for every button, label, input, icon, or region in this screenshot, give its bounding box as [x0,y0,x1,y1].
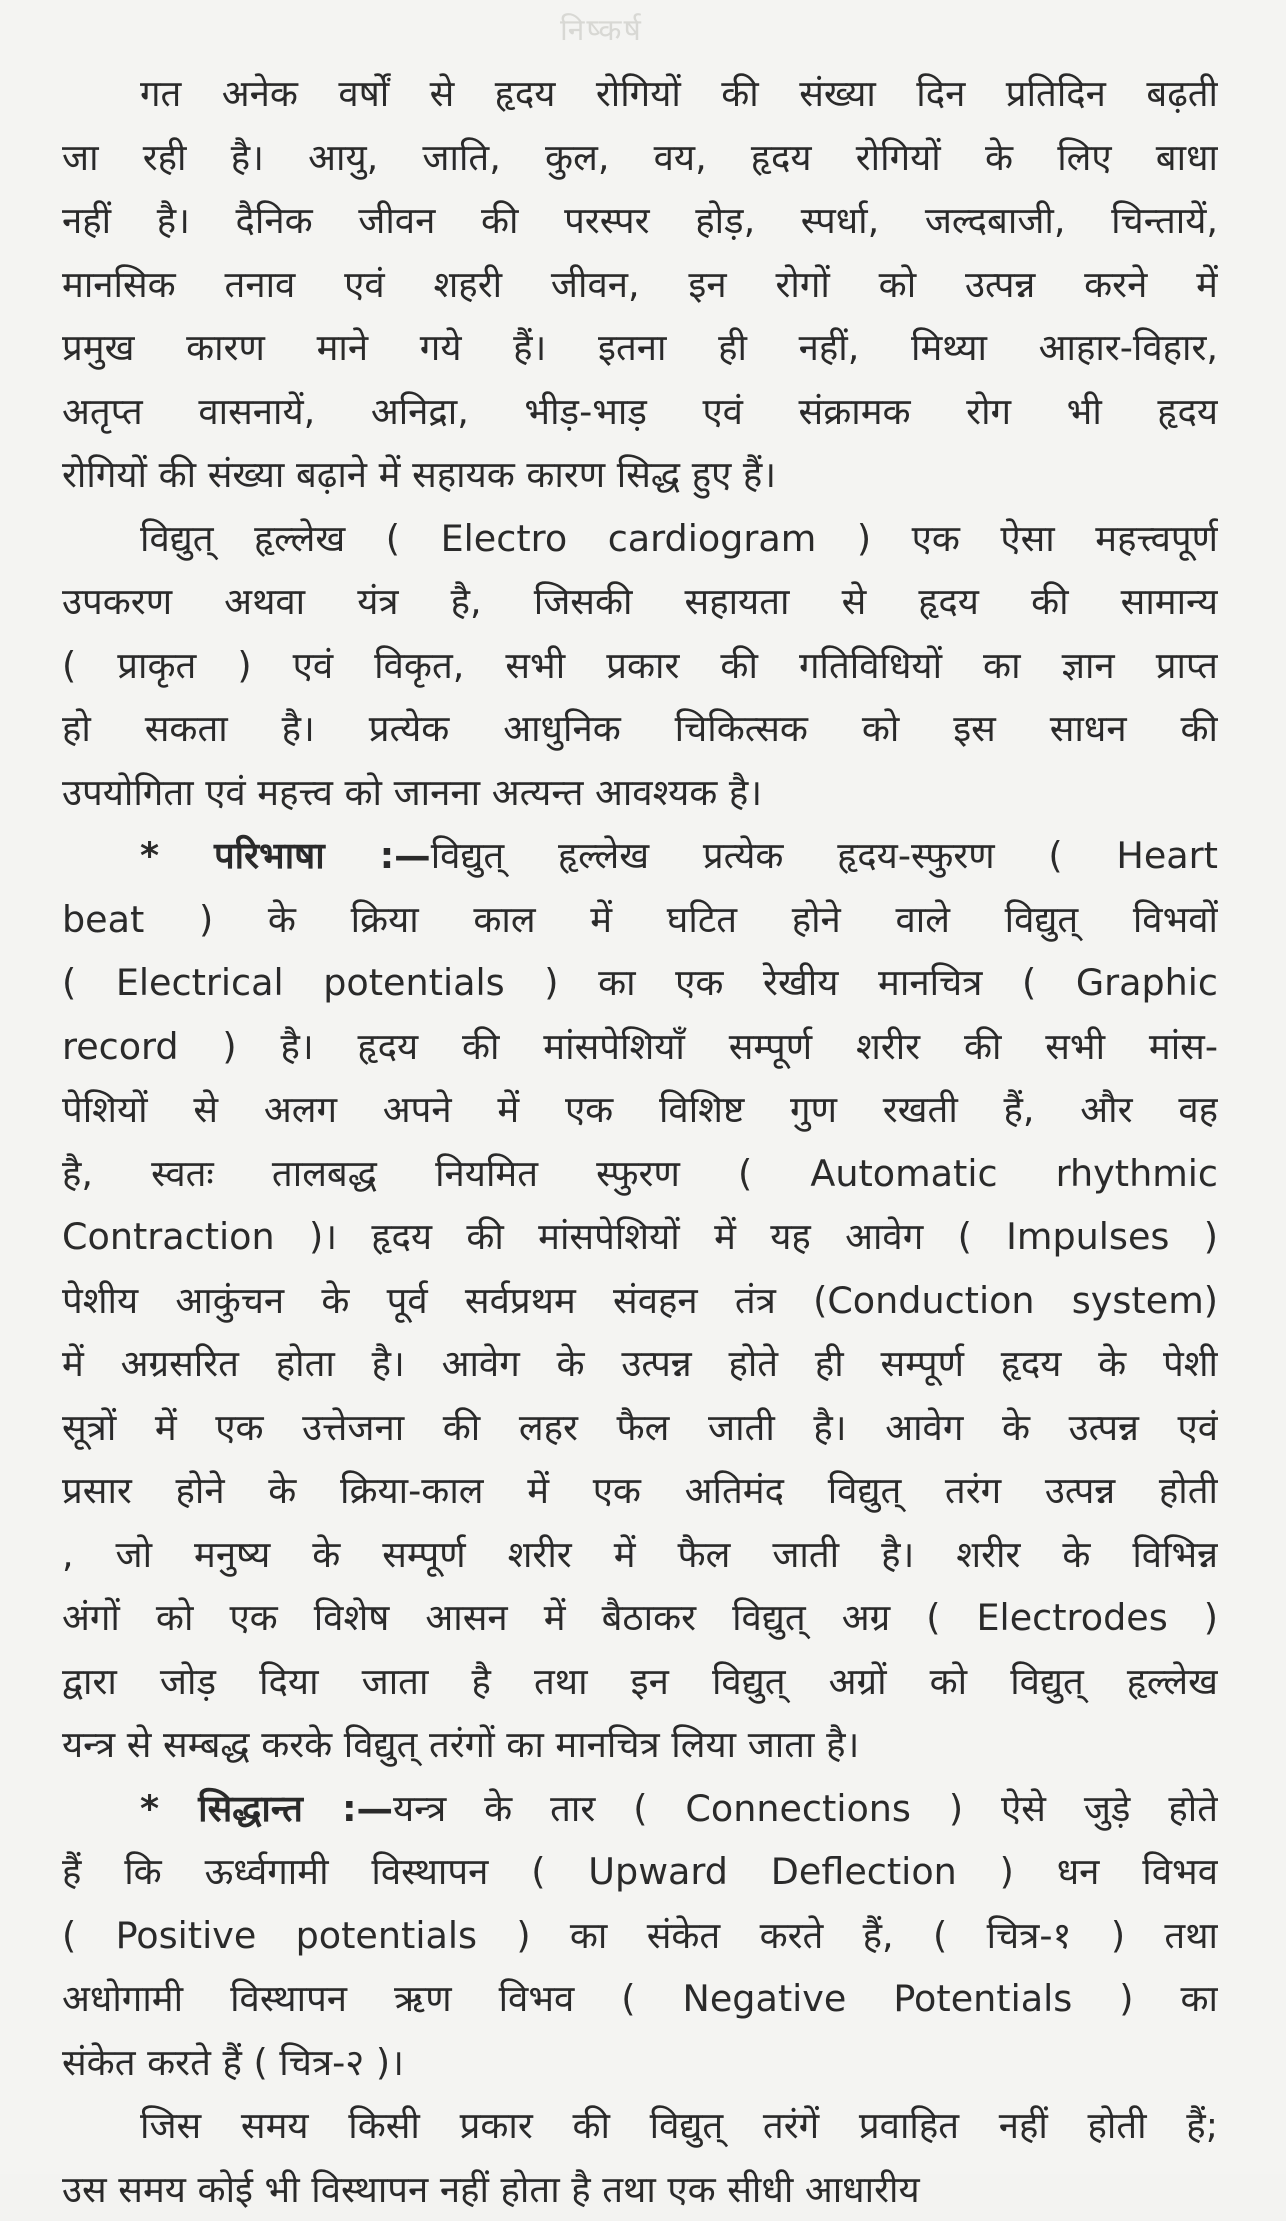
paragraph-3 [62,824,1218,1777]
text-line: मानसिक तनाव एवं शहरी जीवन, इन रोगों को उत्पन्न करने में [62,253,1218,317]
section-heading: * परिभाषा :— [140,834,431,877]
text-line: ( Positive potentials ) का संकेत करते हैं, ( चित्र-१ ) तथा [62,1904,1218,1968]
text-line: प्रमुख कारण माने गये हैं। इतना ही नहीं, मिथ्या आहार-विहार, [62,316,1218,380]
text-line: पेशीय आकुंचन के पूर्व सर्वप्रथम संवहन तंत्र (Conduction system) [62,1269,1218,1333]
text-line: है, स्वतः तालबद्ध नियमित स्फुरण ( Automatic rhythmic [62,1142,1218,1206]
text-line: ( प्राकृत ) एवं विकृत, सभी प्रकार की गतिविधियों का ज्ञान प्राप्त [62,634,1218,698]
section-heading: * सिद्धान्त :— [140,1787,393,1830]
text-line: सूत्रों में एक उत्तेजना की लहर फैल जाती है। आवेग के उत्पन्न एवं [62,1396,1218,1460]
text-line: यन्त्र से सम्बद्ध करके विद्युत् तरंगों का मानचित्र लिया जाता है। [62,1713,1218,1777]
paragraph-5 [62,2094,1218,2221]
paragraph-2 [62,507,1218,825]
bleed-through-header: निष्कर्ष [560,8,643,49]
paragraph-1 [62,62,1218,507]
paragraph-4 [62,1777,1218,2095]
text-line: प्रसार होने के क्रिया-काल में एक अतिमंद विद्युत् तरंग उत्पन्न होती [62,1459,1218,1523]
text-line: नहीं है। दैनिक जीवन की परस्पर होड़, स्पर्धा, जल्दबाजी, चिन्तायें, [62,189,1218,253]
text-line: जिस समय किसी प्रकार की विद्युत् तरंगें प्रवाहित नहीं होती हैं; [62,2094,1218,2158]
text-line: अधोगामी विस्थापन ऋण विभव ( Negative Potentials ) का [62,1967,1218,2031]
line-text: विद्युत् हृल्लेख प्रत्येक हृदय-स्फुरण ( Heart [431,834,1218,877]
text-line: हो सकता है। प्रत्येक आधुनिक चिकित्सक को इस साधन की [62,697,1218,761]
document-body [62,62,1218,2221]
text-line: Contraction )। हृदय की मांसपेशियों में यह आवेग ( Impulses ) [62,1205,1218,1269]
text-line: उस समय कोई भी विस्थापन नहीं होता है तथा एक सीधी आधारीय [62,2158,1218,2221]
text-line: , जो मनुष्य के सम्पूर्ण शरीर में फैल जाती है। शरीर के विभिन्न [62,1523,1218,1587]
line-text: यन्त्र के तार ( Connections ) ऐसे जुड़े होते [393,1787,1218,1830]
text-line: संकेत करते हैं ( चित्र-२ )। [62,2031,1218,2095]
text-line: गत अनेक वर्षों से हृदय रोगियों की संख्या दिन प्रतिदिन बढ़ती [62,62,1218,126]
text-line: record ) है। हृदय की मांसपेशियाँ सम्पूर्ण शरीर की सभी मांस- [62,1015,1218,1079]
text-line: में अग्रसरित होता है। आवेग के उत्पन्न होते ही सम्पूर्ण हृदय के पेशी [62,1332,1218,1396]
text-line: विद्युत् हृल्लेख ( Electro cardiogram ) एक ऐसा महत्त्वपूर्ण [62,507,1218,571]
text-line [62,824,1218,888]
text-line: ( Electrical potentials ) का एक रेखीय मानचित्र ( Graphic [62,951,1218,1015]
text-line: उपकरण अथवा यंत्र है, जिसकी सहायता से हृदय की सामान्य [62,570,1218,634]
text-line: जा रही है। आयु, जाति, कुल, वय, हृदय रोगियों के लिए बाधा [62,126,1218,190]
text-line: उपयोगिता एवं महत्त्व को जानना अत्यन्त आवश्यक है। [62,761,1218,825]
text-line: पेशियों से अलग अपने में एक विशिष्ट गुण रखती हैं, और वह [62,1078,1218,1142]
text-line: हैं कि ऊर्ध्वगामी विस्थापन ( Upward Deflection ) धन विभव [62,1840,1218,1904]
text-line: beat ) के क्रिया काल में घटित होने वाले विद्युत् विभवों [62,888,1218,952]
text-line: द्वारा जोड़ दिया जाता है तथा इन विद्युत् अग्रों को विद्युत् हृल्लेख [62,1650,1218,1714]
text-line: अंगों को एक विशेष आसन में बैठाकर विद्युत् अग्र ( Electrodes ) [62,1586,1218,1650]
text-line: अतृप्त वासनायें, अनिद्रा, भीड़-भाड़ एवं संक्रामक रोग भी हृदय [62,380,1218,444]
text-line: रोगियों की संख्या बढ़ाने में सहायक कारण सिद्ध हुए हैं। [62,443,1218,507]
text-line [62,1777,1218,1841]
